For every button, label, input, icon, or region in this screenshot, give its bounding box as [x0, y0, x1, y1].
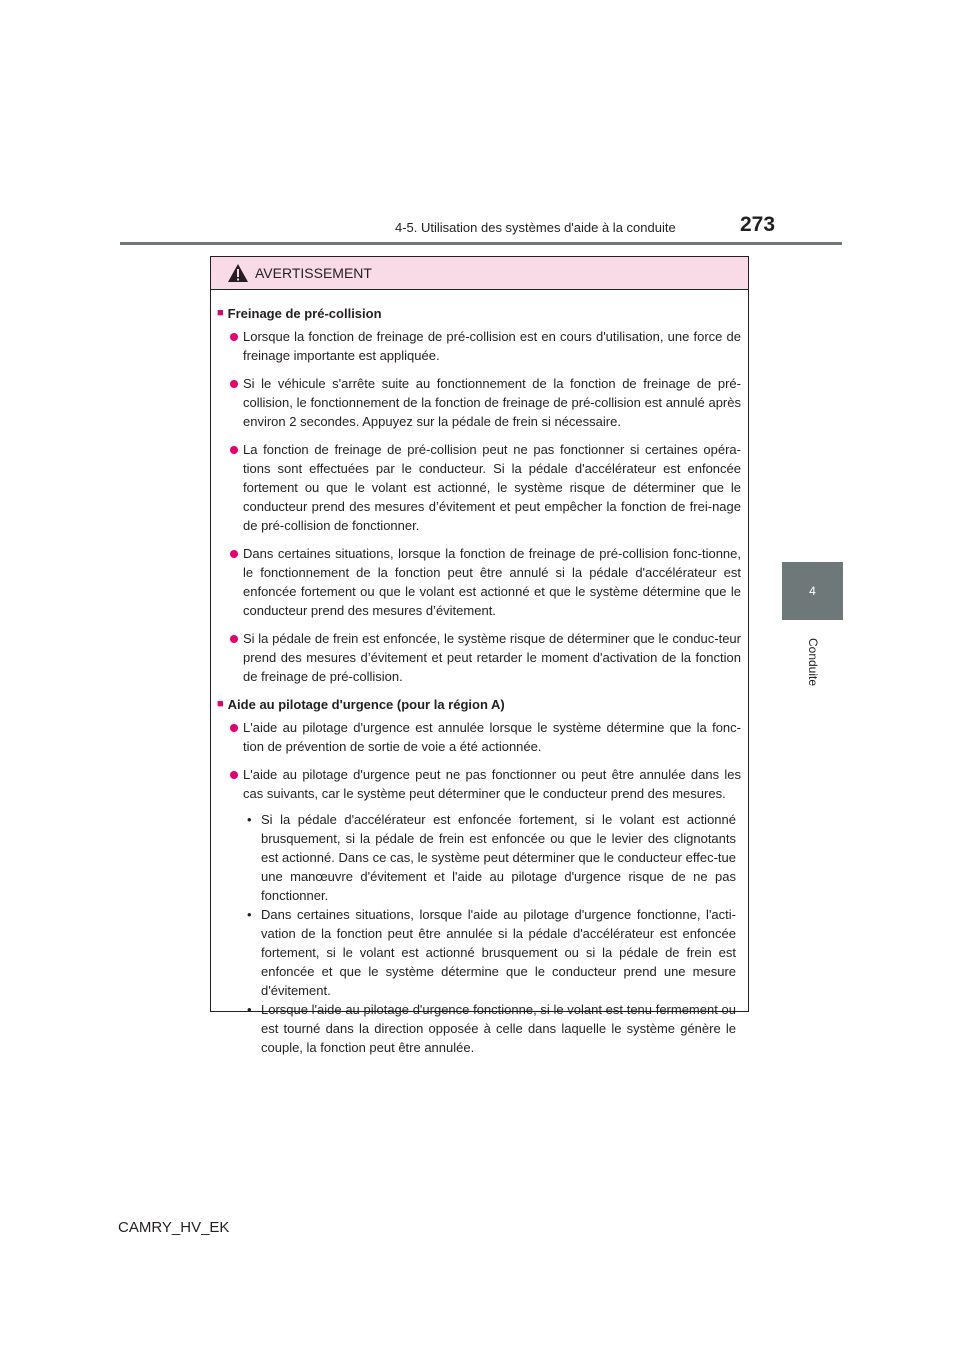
warning-triangle-icon: [227, 263, 249, 283]
list-item: L'aide au pilotage d'urgence peut ne pas fonctionner ou peut être annulée dans les cas suivants, car le système peut déterminer que le conducteur prend des mesures.: [217, 765, 741, 803]
list-item: Si la pédale de frein est enfoncée, le système risque de déterminer que le conduc-teur prend des mesures d’évitement et peut retarder le moment d'activation de la fonction de freinage de pré-collision.: [217, 629, 741, 686]
dot-bullet-icon: [230, 446, 238, 454]
running-header: 4-5. Utilisation des systèmes d'aide à la conduite: [395, 220, 676, 235]
model-code: CAMRY_HV_EK: [118, 1219, 230, 1236]
section-title-pre-collision: ■ Freinage de pré-collision: [217, 306, 382, 321]
dot-bullet-icon: [230, 333, 238, 341]
dot-bullet-icon: [230, 635, 238, 643]
chapter-label: Conduite: [806, 637, 820, 687]
list-item: La fonction de freinage de pré-collision peut ne pas fonctionner si certaines opéra-tions sont effectuées par le conducteur. Si la pédale d'accélérateur est enfoncée fortement ou que le volant est actionné, le système risque de déterminer que le conducteur prend des mesures d’évitement et peut empêcher la fonction de frei-nage de pré-collision de fonctionner.: [217, 440, 741, 535]
square-bullet-icon: ■: [217, 307, 224, 319]
chapter-tab: [782, 562, 843, 620]
list-item: Dans certaines situations, lorsque la fonction de freinage de pré-collision fonc-tionne, le fonctionnement de la fonction peut être annulé si la pédale d'accélérateur est enfoncée fortement ou que le volant est actionné et que le système détermine que le conducteur prend des mesures d’évitement.: [217, 544, 741, 620]
sub-list-item: • Lorsque l'aide au pilotage d'urgence fonctionne, si le volant est tenu fermement ou est tourné dans la direction opposée à celle dans laquelle le système génère le couple, la fonction peut être annulée.: [247, 1002, 736, 1055]
page-number: 273: [740, 213, 776, 236]
sub-list-item: • Si la pédale d'accélérateur est enfoncée fortement, si le volant est actionné brusquement, si la pédale de frein est enfoncée ou que le levier des clignotants est actionné. Dans ce cas, le système peut déterminer que le conducteur effec-tue une manœuvre d'évitement et l'aide au pilotage d'urgence risque de ne pas fonctionner.: [247, 812, 736, 903]
warning-header: [211, 257, 748, 290]
section-title-emergency-steering: ■ Aide au pilotage d'urgence (pour la région A): [217, 697, 505, 712]
warning-box: [210, 256, 749, 1055]
list-item: Lorsque la fonction de freinage de pré-collision est en cours d'utilisation, une force de freinage importante est appliquée.: [217, 327, 741, 365]
header-divider: [120, 242, 842, 245]
warning-title: AVERTISSEMENT: [255, 265, 372, 281]
list-item: Si le véhicule s'arrête suite au fonctionnement de la fonction de freinage de pré-collision, le fonctionnement de la fonction de freinage de pré-collision est annulé après environ 2 secondes. Appuyez sur la pédale de frein si nécessaire.: [217, 374, 741, 431]
dot-bullet-icon: [230, 380, 238, 388]
dot-bullet-icon: [230, 724, 238, 732]
sub-list-item: • Dans certaines situations, lorsque l'aide au pilotage d'urgence fonctionne, l'acti-vation de la fonction peut être annulée si la pédale d'accélérateur est enfoncée fortement, si le volant est actionné brusquement ou si la pédale de frein est enfoncée et que le système détermine que le conducteur prend une mesure d'évitement.: [247, 907, 736, 998]
square-bullet-icon: ■: [217, 698, 224, 710]
sub-list: [217, 810, 741, 1057]
list-item: L'aide au pilotage d'urgence est annulée lorsque le système détermine que la fonc-tion de prévention de sortie de voie a été actionnée.: [217, 718, 741, 756]
warning-body: [211, 290, 748, 1057]
dot-bullet-icon: [230, 771, 238, 779]
dot-bullet-icon: [230, 550, 238, 558]
chapter-number: 4: [809, 584, 816, 598]
